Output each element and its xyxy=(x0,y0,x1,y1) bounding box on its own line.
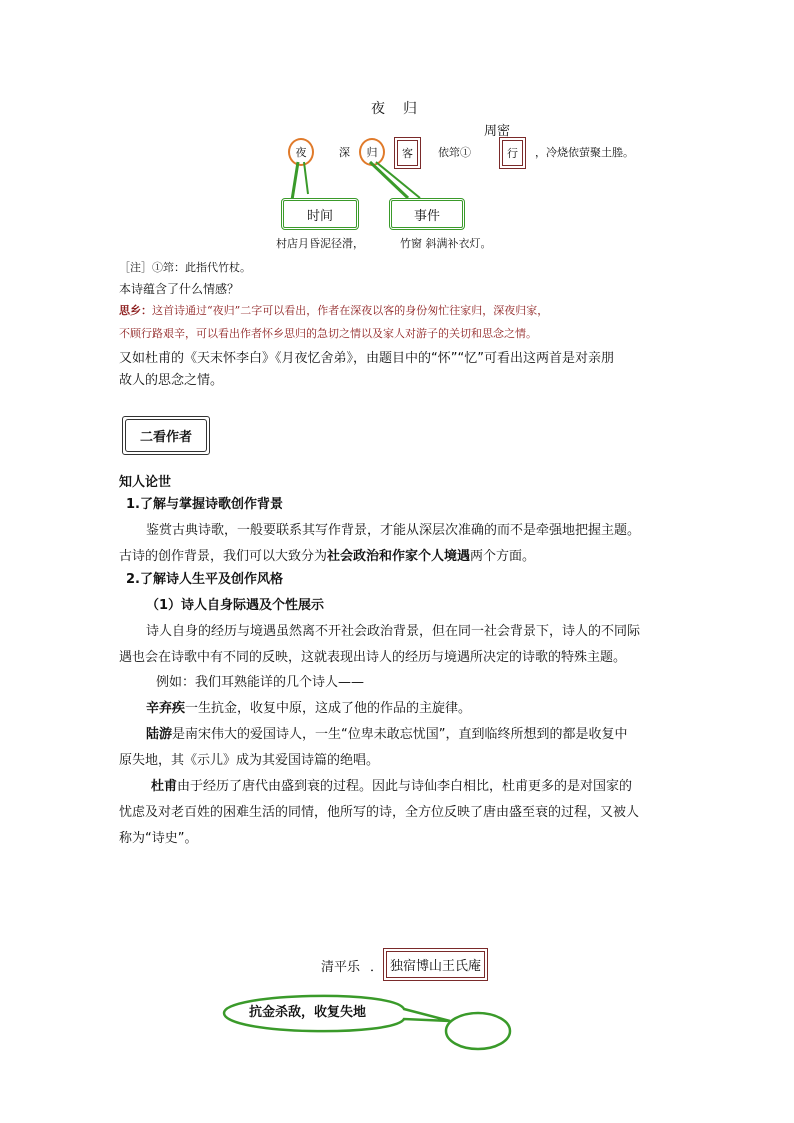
poem-title: 夜 归 xyxy=(371,101,419,117)
du-line1 xyxy=(151,775,632,794)
poem-text: ，冷烧依萤聚土塍。 xyxy=(535,146,634,159)
text: 两个方面。 xyxy=(470,549,536,564)
text: 由于经历了唐代由盛到衰的过程。因此与诗仙李白相比，杜甫更多的是对国家的 xyxy=(177,779,633,794)
poem-line2-b: 竹窗 斜满补衣灯。 xyxy=(400,237,492,250)
poem-line2-a: 村店月昏泥径滑， xyxy=(276,237,364,250)
bubble-text: 抗金杀敌，收复失地 xyxy=(249,1005,367,1020)
question: 本诗蕴含了什么情感？ xyxy=(119,282,240,296)
xin-line xyxy=(146,697,471,716)
poem2-subtitle-box xyxy=(383,948,488,981)
para2-line1: 诗人自身的经历与境遇虽然离不开社会政治背景，但在同一社会背景下，诗人的不同际 xyxy=(146,624,641,639)
para1-line1: 鉴赏古典诗歌，一般要联系其写作背景，才能从深层次准确的而不是牵强地把握主题。 xyxy=(146,523,641,538)
poem2-dot: ． xyxy=(370,960,384,975)
lu-line2: 原失地，其《示儿》成为其爱国诗篇的绝唱。 xyxy=(119,753,380,768)
text: 古诗的创作背景，我们可以大致分为 xyxy=(119,549,328,564)
poet-name: 辛弃疾 xyxy=(146,701,186,716)
section-header-label: 二看作者 xyxy=(125,419,207,452)
analysis-text: 这首诗通过“夜归”二字可以看出，作者在深夜以客的身份匆忙往家归，深夜归家， xyxy=(152,304,549,317)
bold-text: 社会政治和作家个人境遇 xyxy=(327,549,471,564)
poem-author: 周密 xyxy=(484,124,511,139)
heading-zhiren: 知人论世 xyxy=(119,475,172,490)
analysis-line-1 xyxy=(119,302,548,318)
section-header xyxy=(122,416,210,455)
du-line3: 称为“诗史”。 xyxy=(119,831,198,846)
poem2-title: 清平乐 xyxy=(321,960,361,975)
analysis-label: 思乡： xyxy=(119,304,152,317)
para1-line2 xyxy=(119,545,535,564)
text: 是南宋伟大的爱国诗人，一生“位卑未敢忘忧国”，直到临终所想到的都是收复中 xyxy=(172,727,628,742)
tag-time: 时间 xyxy=(281,198,359,230)
circled-char-gui: 归 xyxy=(359,138,385,166)
heading-3: （1）诗人自身际遇及个性展示 xyxy=(146,598,325,613)
annotation-note: ［注］①筇：此指代竹杖。 xyxy=(119,261,251,274)
analysis-line-2: 不顾行路艰辛，可以看出作者怀乡思归的急切之情以及家人对游子的关切和思念之情。 xyxy=(119,327,537,340)
heading-1: 1.了解与掌握诗歌创作背景 xyxy=(126,497,283,512)
tag-event: 事件 xyxy=(389,198,465,230)
lu-line1 xyxy=(146,723,628,742)
text: 一生抗金，收复中原，这成了他的作品的主旋律。 xyxy=(185,701,472,716)
poet-name: 陆游 xyxy=(146,727,173,742)
boxed-char-xing: 行 xyxy=(499,137,526,169)
du-line2: 忧虑及对老百姓的困难生活的同情，他所写的诗，全方位反映了唐由盛至衰的过程，又被人 xyxy=(119,805,640,820)
dufu-line-1: 又如杜甫的《天末怀李白》《月夜忆舍弟》，由题目中的“怀”“忆”可看出这两首是对亲朋 xyxy=(119,351,614,366)
poet-name: 杜甫 xyxy=(151,779,178,794)
speech-bubble xyxy=(204,985,524,1060)
poem-text: 依筇① xyxy=(438,146,471,159)
para2-line2: 遇也会在诗歌中有不同的反映，这就表现出诗人的经历与境遇所决定的诗歌的特殊主题。 xyxy=(119,650,627,665)
heading-2: 2.了解诗人生平及创作风格 xyxy=(126,572,283,587)
example-line: 例如：我们耳熟能详的几个诗人—— xyxy=(156,675,365,690)
boxed-char-ke: 客 xyxy=(394,137,421,169)
poem2-subtitle: 独宿博山王氏庵 xyxy=(386,951,485,978)
circled-char-ye: 夜 xyxy=(288,138,314,166)
poem-char: 深 xyxy=(339,146,350,159)
dufu-line-2: 故人的思念之情。 xyxy=(119,373,224,388)
